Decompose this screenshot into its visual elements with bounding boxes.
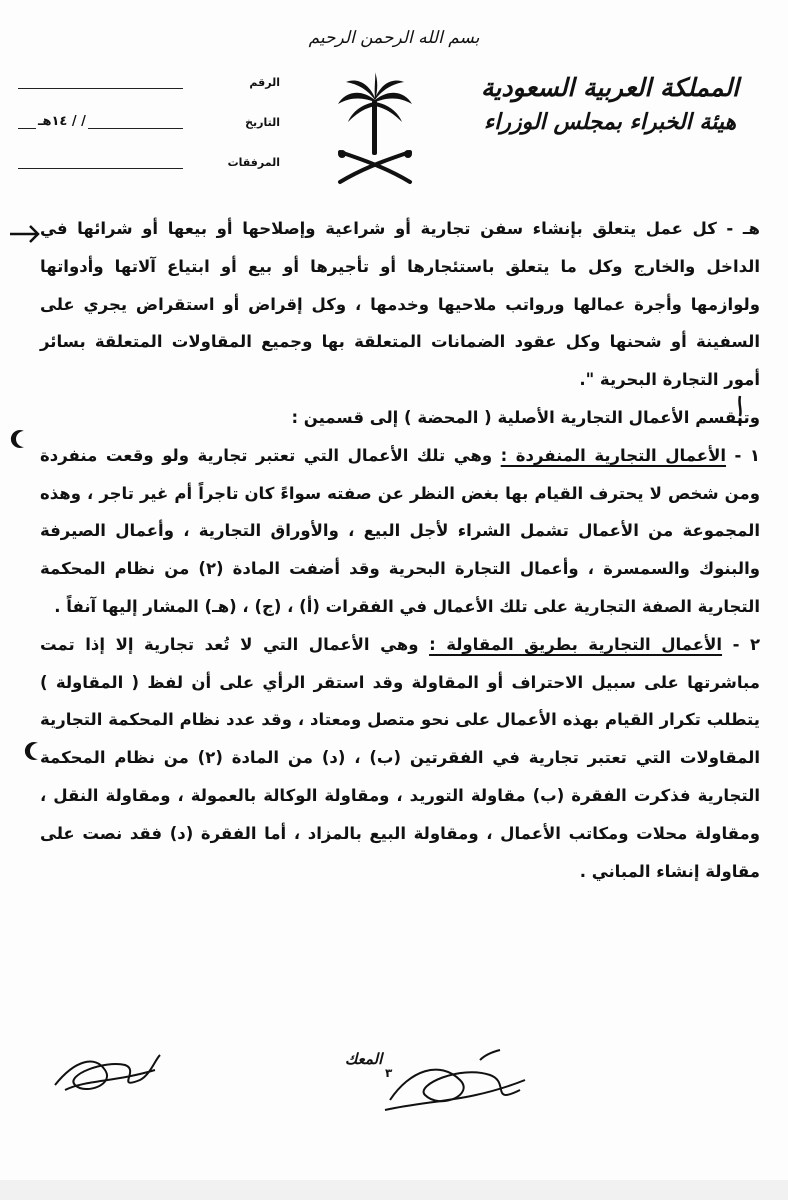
ref-date-label: التاريخ — [245, 116, 280, 129]
paragraph-h-text: - كل عمل يتعلق بإنشاء سفن تجارية أو شراعية وإصلاحها أو بيعها أو شرائها في الداخل والخارج وكل ما يتعلق باستئجارها أو تأجيرها أو بيع أو ابتياع آلاتها وأدواتها ولوازمها وأجرة عمالها ورواتب ملاحيها وخدمها ، وكل إقراض أو استقراض يجري على السفينة أو شحنها وكل عقود الضمانات المتعلقة بها وجميع المقاولات المتعلقة بسائر أمور التجارة البحرية ". — [40, 219, 760, 390]
margin-crescent-icon-2 — [22, 740, 44, 762]
signature-left — [45, 1040, 165, 1100]
ref-number-label: الرقم — [249, 76, 280, 89]
margin-arrow-icon — [8, 222, 42, 246]
basmala: بسم الله الرحمن الرحيم — [308, 28, 480, 48]
section-1 — [40, 437, 760, 626]
signature-right — [380, 1040, 530, 1120]
ref-attachments-line — [18, 152, 183, 192]
reference-lines — [18, 72, 183, 192]
section-2-text: وهي الأعمال التي لا تُعد تجارية إلا إذا تمت مباشرتها على سبيل الاحتراف أو المقاولة وقد استقر الرأي على أن لفظ ( المقاولة ) يتطلب تكرار القيام بهذه الأعمال على نحو متصل ومعتاد ، وقد عدد نظام المحكمة التجارية المقاولات التي تعتبر تجارية في الفقرتين (ب) ، (د) من المادة (٢) من نظام المحكمة التجارية فذكرت الفقرة (ب) مقاولة التوريد ، ومقاولة الوكالة بالعمولة ، ومقاولة النقل ، ومقاولة محلات ومكاتب الأعمال ، ومقاولة البيع بالمزاد ، أما الفقرة (د) فقد نصت على مقاولة إنشاء المباني . — [40, 634, 760, 881]
ref-date-line — [18, 112, 183, 152]
kingdom-name: المملكة العربية السعودية — [480, 73, 740, 102]
section-2-heading: الأعمال التجارية بطريق المقاولة : — [429, 634, 723, 654]
intro-text: وتنقسم الأعمال التجارية الأصلية ( المحضة ) إلى قسمين : — [291, 407, 760, 427]
ref-number-line — [18, 72, 183, 112]
document-body — [40, 210, 760, 890]
paragraph-h-prefix: هـ — [742, 219, 760, 238]
section-2 — [40, 626, 760, 891]
section-2-number: ٢ - — [732, 634, 761, 654]
initials: المعك — [345, 1050, 383, 1068]
date-placeholder: / / ١٤هـ — [38, 114, 86, 129]
section-1-number: ١ - — [734, 445, 760, 465]
reference-labels — [180, 72, 280, 192]
letterhead-title — [460, 70, 760, 138]
intro-paragraph — [40, 399, 760, 437]
margin-mark-icon — [728, 394, 752, 428]
section-1-text: وهي تلك الأعمال التي تعتبر تجارية ولو وقعت منفردة ومن شخص لا يحترف القيام بها بغض النظر عن صفته سواءً كان تاجراً أم غير تاجر ، وهذه المجموعة من الأعمال تشمل الشراء لأجل البيع ، والأوراق التجارية ، وأعمال الصيرفة والبنوك والسمسرة ، وأعمال التجارة البحرية وقد أضفت المادة (٢) من نظام المحكمة التجارية الصفة التجارية على تلك الأعمال في الفقرات (أ) ، (ج) ، (هـ) المشار إليها آنفاً . — [40, 445, 760, 616]
section-1-heading: الأعمال التجارية المنفردة : — [500, 445, 727, 465]
paragraph-h — [40, 210, 760, 399]
page-number: ٣ — [385, 1066, 393, 1080]
margin-crescent-icon-1 — [8, 428, 30, 450]
authority-name: هيئة الخبراء بمجلس الوزراء — [483, 109, 737, 135]
saudi-emblem-icon — [330, 70, 420, 190]
page-bottom-edge — [0, 1180, 788, 1200]
ref-attachments-label: المرفقات — [227, 156, 280, 169]
